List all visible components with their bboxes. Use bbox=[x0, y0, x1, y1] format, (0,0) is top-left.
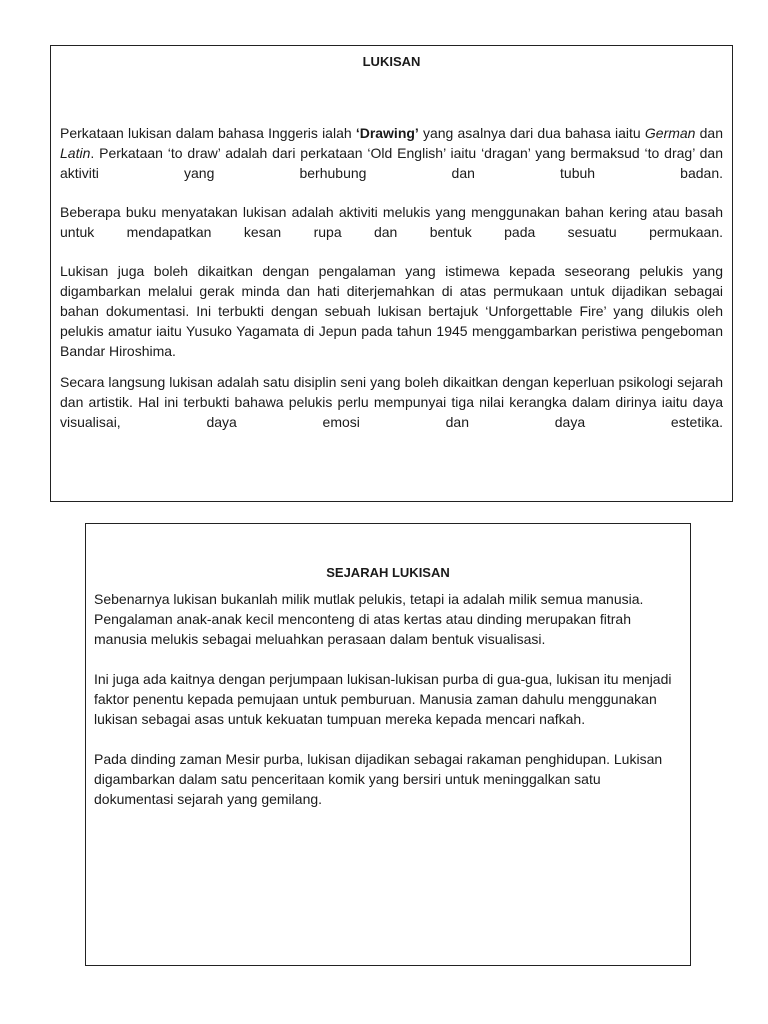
section-title-lukisan: LUKISAN bbox=[362, 54, 421, 69]
italic-term-latin: Latin bbox=[60, 145, 91, 161]
paragraph-egypt: Pada dinding zaman Mesir purba, lukisan dijadikan sebagai rakaman penghidupan. Lukisan digambarkan dalam satu penceritaan komik yang bersiri untuk meninggalkan satu dokumentasi sejarah yang gemilang. bbox=[94, 751, 663, 807]
bold-term-drawing: ‘Drawing’ bbox=[355, 125, 419, 141]
paragraph-ownership: Sebenarnya lukisan bukanlah milik mutlak pelukis, tetapi ia adalah milik semua manusia. Pengalaman anak-anak kecil menconteng di atas kertas atau dinding merupakan fitrah manusia melukis sebagai meluahkan perasaan dalam bentuk visualisasi. bbox=[94, 591, 644, 647]
lukisan-section bbox=[50, 45, 733, 502]
paragraph-drawing-origin bbox=[60, 123, 723, 183]
section-title-sejarah-lukisan: SEJARAH LUKISAN bbox=[326, 565, 450, 580]
sejarah-lukisan-section bbox=[85, 523, 691, 966]
italic-term-german: German bbox=[644, 125, 696, 141]
text-run: yang asalnya dari dua bahasa iaitu bbox=[418, 125, 645, 141]
text-run: Perkataan lukisan dalam bahasa Inggeris ialah bbox=[60, 125, 356, 141]
paragraph-materials: Beberapa buku menyatakan lukisan adalah aktiviti melukis yang menggunakan bahan kering atau basah untuk mendapatkan kesan rupa dan bentuk pada sesuatu permukaan. bbox=[60, 204, 723, 240]
paragraph-experience: Lukisan juga boleh dikaitkan dengan pengalaman yang istimewa kepada seseorang pelukis yang digambarkan melalui gerak minda dan hati diterjemahkan di atas permukaan untuk dijadikan sebagai bahan dokumentasi. Ini terbukti dengan sebuah lukisan bertajuk ‘Unforgettable Fire’ yang dilukis oleh pelukis amatur iaitu Yusuko Yagamata di Jepun pada tahun 1945 menggambarkan peristiwa pengeboman Bandar Hiroshima. bbox=[60, 263, 723, 359]
text-run: . Perkataan ‘to draw’ adalah dari perkataan ‘Old English’ iaitu ‘dragan’ yang bermaksud ‘to drag’ dan aktiviti yang berhubung dan tubuh badan. bbox=[60, 145, 723, 181]
text-run: dan bbox=[695, 125, 723, 141]
paragraph-cave-paintings: Ini juga ada kaitnya dengan perjumpaan lukisan-lukisan purba di gua-gua, lukisan itu menjadi faktor penentu kepada pemujaan untuk pemburuan. Manusia zaman dahulu menggunakan lukisan sebagai asas untuk kekuatan tumpuan mereka kepada mencari nafkah. bbox=[94, 671, 672, 727]
paragraph-discipline: Secara langsung lukisan adalah satu disiplin seni yang boleh dikaitkan dengan keperluan psikologi sejarah dan artistik. Hal ini terbukti bahawa pelukis perlu mempunyai tiga nilai kerangka dalam dirinya iaitu daya visualisai, daya emosi dan daya estetika. bbox=[60, 374, 723, 430]
